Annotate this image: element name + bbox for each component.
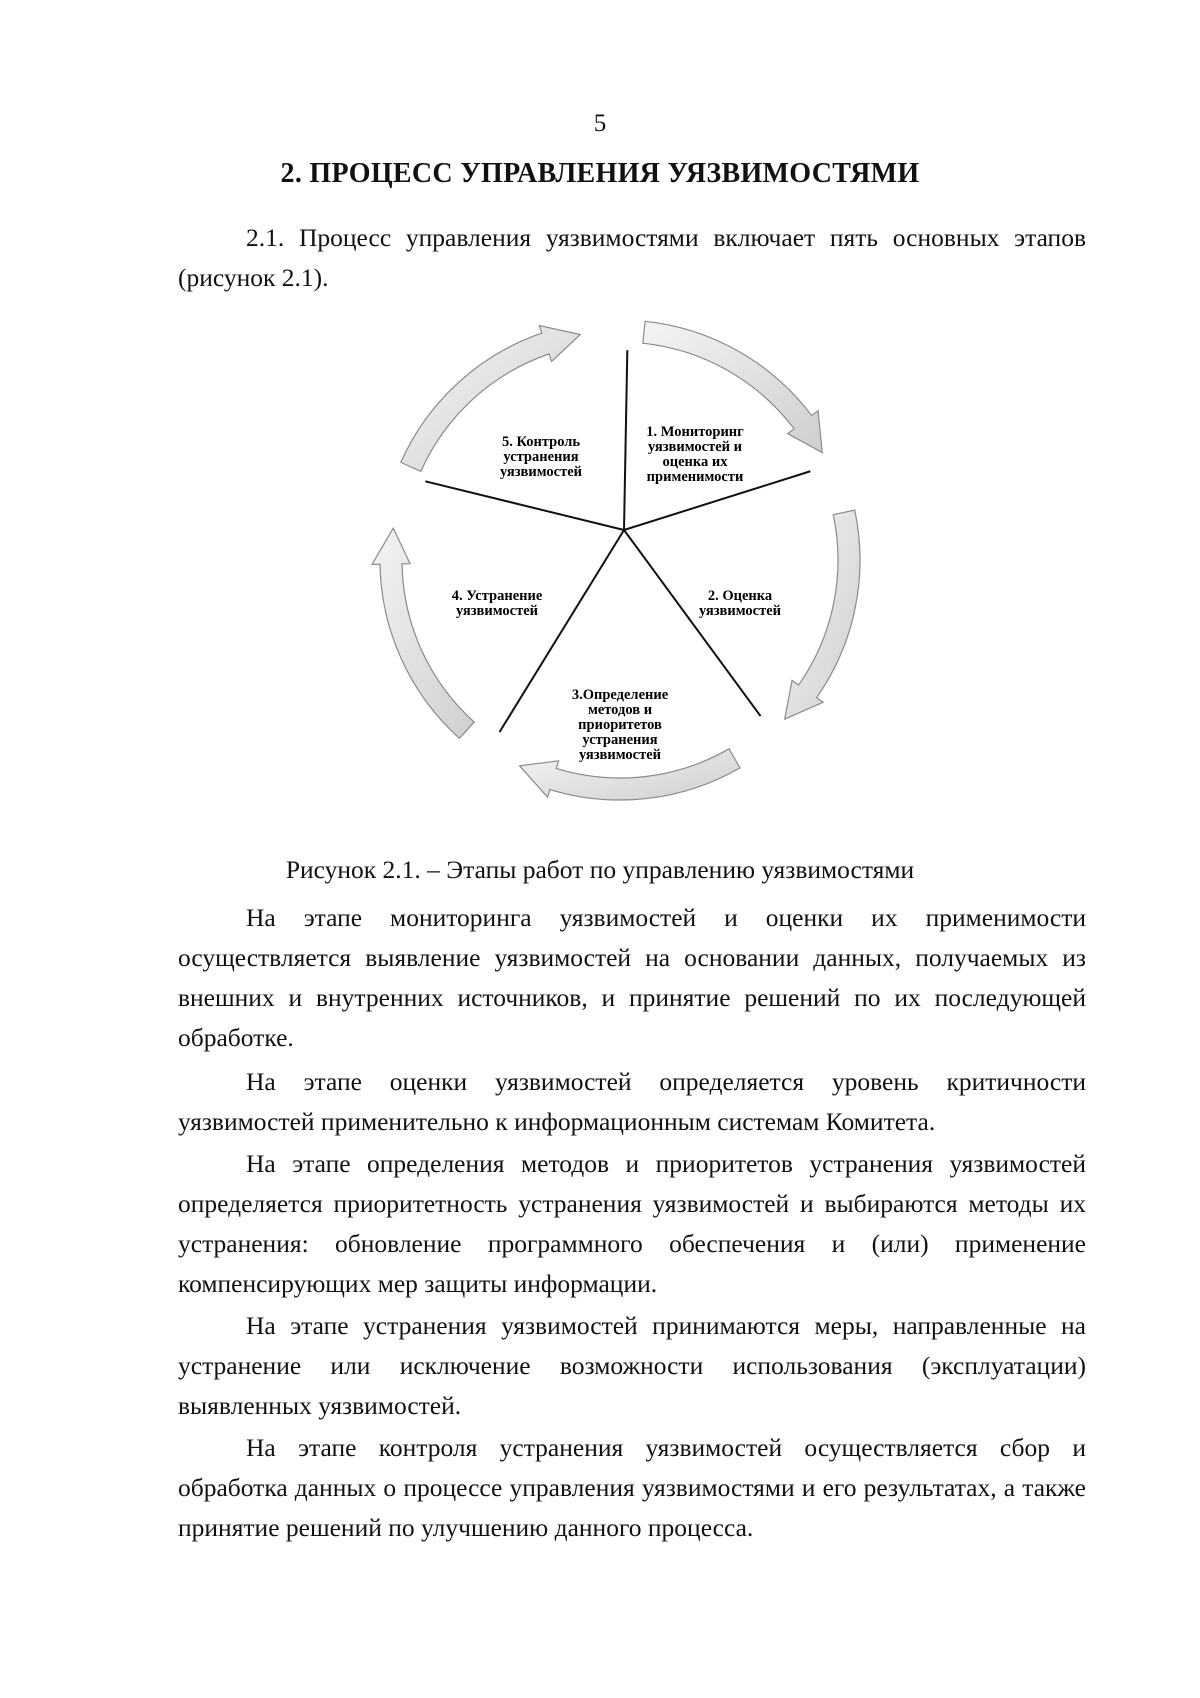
divider-lines: [425, 350, 810, 732]
stage-1-line-4: применимости: [646, 469, 744, 485]
section-title: 2. ПРОЦЕСС УПРАВЛЕНИЯ УЯЗВИМОСТЯМИ: [280, 158, 920, 189]
process-cycle-diagram: [370, 300, 870, 810]
stage-2-label: [699, 588, 781, 619]
stage-3-label: [572, 687, 669, 763]
stage-1-line-3: оценка их: [662, 454, 728, 470]
stage-1-line-1: 1. Мониторинг: [646, 424, 744, 440]
paragraph-remediation: На этапе устранения уязвимостей принимаются меры, направленные на устранение или исключение возможности использования (эксплуатации) выявленных уязвимостей.: [178, 1311, 1086, 1420]
stage-1-line-2: уязвимостей и: [647, 439, 743, 455]
divider-line-1: [624, 350, 627, 530]
page-number: 5: [593, 110, 607, 137]
stage-3-line-1: 3.Определение: [571, 687, 669, 703]
paragraph-assessment: На этапе оценки уязвимостей определяется уровень критичности уязвимостей применительно к информационным системам Комитета.: [178, 1067, 1086, 1136]
paragraph-control: На этапе контроля устранения уязвимостей осуществляется сбор и обработка данных о процессе управления уязвимостями и его результатах, а также принятие решений по улучшению данного процесса.: [178, 1433, 1086, 1542]
cycle-svg: [370, 300, 870, 810]
stage-1-label: [646, 424, 744, 485]
cycle-arrow-2: [785, 510, 860, 719]
stage-2-line-1: 2. Оценка: [707, 588, 773, 604]
stage-2-line-2: уязвимостей: [698, 603, 782, 619]
figure-caption: Рисунок 2.1. – Этапы работ по управлению уязвимостями: [285, 855, 915, 884]
stage-4-label: [452, 588, 543, 619]
intro-paragraph: 2.1. Процесс управления уязвимостями включает пять основных этапов (рисунок 2.1).: [178, 223, 1086, 292]
stage-5-line-1: 5. Контроль: [501, 434, 581, 450]
cycle-arrow-4: [372, 528, 474, 738]
stage-3-line-5: уязвимостей: [578, 747, 662, 763]
stage-5-line-2: устранения: [503, 449, 579, 465]
paragraph-monitoring: На этапе мониторинга уязвимостей и оценки их применимости осуществляется выявление уязвимостей на основании данных, получаемых из внешних и внутренних источников, и принятие решений по их последующей обработке.: [178, 903, 1086, 1052]
divider-line-5: [425, 481, 624, 530]
stage-5-line-3: уязвимостей: [499, 464, 583, 480]
stage-3-line-4: устранения: [582, 732, 658, 748]
stage-3-line-2: методов и: [587, 702, 653, 718]
stage-5-label: [500, 434, 582, 480]
stage-4-line-1: 4. Устранение: [451, 588, 543, 604]
paragraph-prioritization: На этапе определения методов и приоритетов устранения уязвимостей определяется приоритетность устранения уязвимостей и выбираются методы их устранения: обновление программного обеспечения и (или) применение компенсирующих мер защиты информации.: [178, 1149, 1086, 1298]
stage-4-line-2: уязвимостей: [455, 603, 539, 619]
stage-3-line-3: приоритетов: [578, 717, 662, 733]
